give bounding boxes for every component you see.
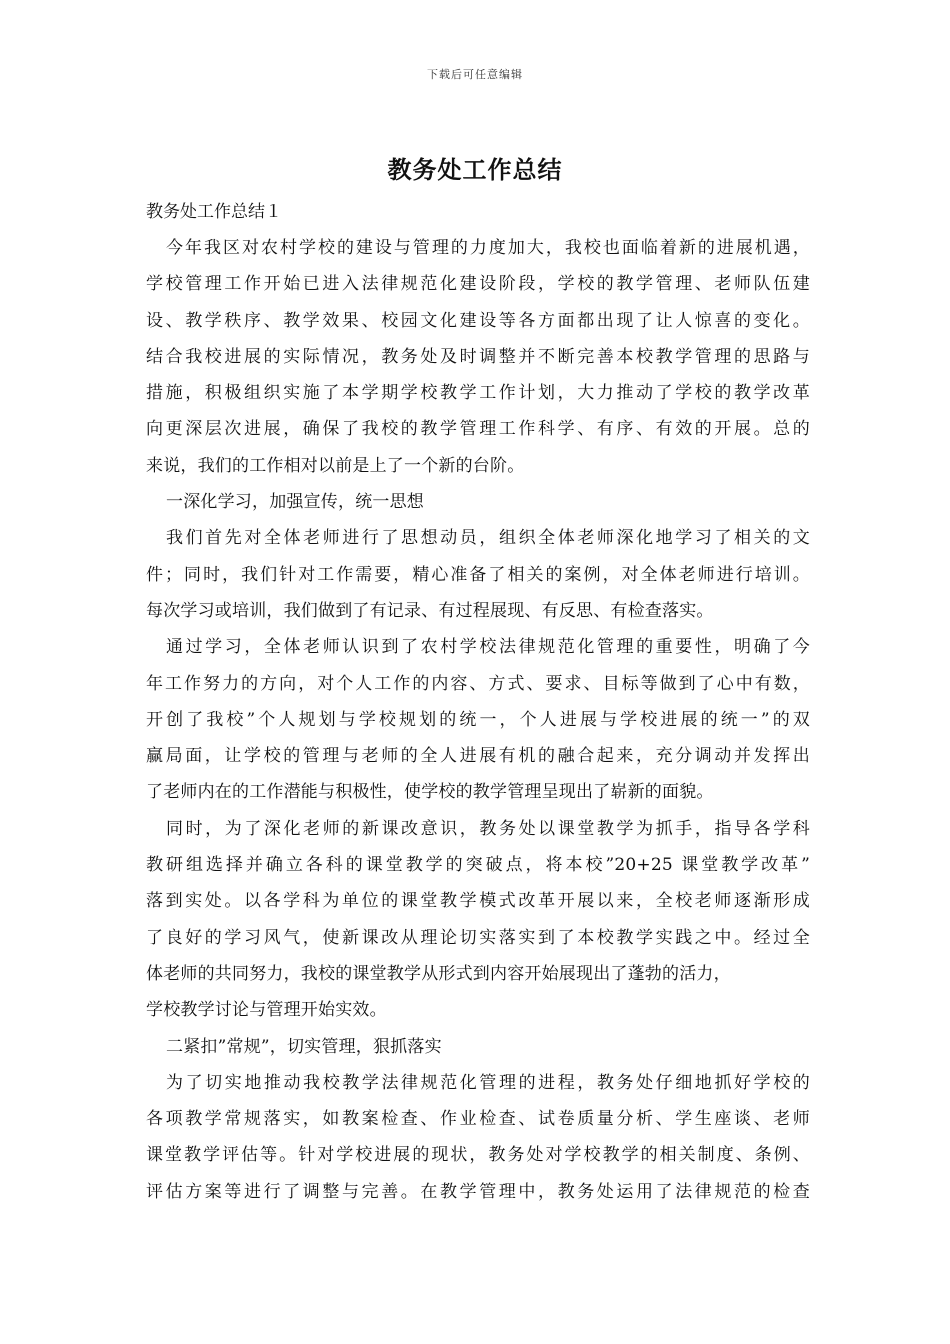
text-line: 件；同时，我们针对工作需要，精心准备了相关的案例，对全体老师进行培训。: [146, 564, 810, 585]
page-header-note: 下载后可任意编辑: [427, 68, 523, 81]
section-subtitle: 教务处工作总结１: [146, 202, 282, 222]
text-line: 措施，积极组织实施了本学期学校教学工作计划，大力推动了学校的教学改革: [146, 383, 810, 404]
text-line: 结合我校进展的实际情况，教务处及时调整并不断完善本校教学管理的思路与: [146, 346, 810, 367]
text-line: 我们首先对全体老师进行了思想动员，组织全体老师深化地学习了相关的文: [166, 528, 810, 549]
text-line: 一深化学习，加强宣传，统一思想: [166, 492, 424, 513]
text-line: 开创了我校”个人规划与学校规划的统一，个人进展与学校进展的统一”的双: [146, 709, 810, 730]
text-line: 学校教学讨论与管理开始实效。: [146, 1000, 387, 1021]
text-line: 向更深层次进展，确保了我校的教学管理工作科学、有序、有效的开展。总的: [146, 419, 810, 440]
text-line: 年工作努力的方向，对个人工作的内容、方式、要求、目标等做到了心中有数，: [146, 673, 810, 694]
text-line: 来说，我们的工作相对以前是上了一个新的台阶。: [146, 455, 525, 476]
text-line: 落到实处。以各学科为单位的课堂教学模式改革开展以来，全校老师逐渐形成: [146, 891, 810, 912]
text-line: 课堂教学评估等。针对学校进展的现状，教务处对学校教学的相关制度、条例、: [146, 1145, 810, 1166]
text-line: 赢局面，让学校的管理与老师的全人进展有机的融合起来，充分调动并发挥出: [146, 746, 810, 767]
text-line: 了良好的学习风气，使新课改从理论切实落实到了本校教学实践之中。经过全: [146, 927, 810, 948]
text-line: 评估方案等进行了调整与完善。在教学管理中，教务处运用了法律规范的检查: [146, 1181, 810, 1202]
paragraph-lines: [146, 230, 810, 1210]
text-line: 今年我区对农村学校的建设与管理的力度加大，我校也面临着新的进展机遇，: [166, 238, 810, 258]
text-line: 学校管理工作开始已进入法律规范化建设阶段，学校的教学管理、老师队伍建: [146, 274, 810, 295]
document-body: [146, 194, 810, 1210]
text-line: 每次学习或培训，我们做到了有记录、有过程展现、有反思、有检查落实。: [146, 600, 714, 621]
document-title: 教务处工作总结: [387, 155, 563, 184]
text-line: 体老师的共同努力，我校的课堂教学从形式到内容开始展现出了蓬勃的活力，: [146, 963, 731, 984]
text-line: 通过学习，全体老师认识到了农村学校法律规范化管理的重要性，明确了今: [166, 637, 810, 658]
text-line: 为了切实地推动我校教学法律规范化管理的进程，教务处仔细地抓好学校的: [166, 1072, 810, 1093]
text-line: 各项教学常规落实，如教案检查、作业检查、试卷质量分析、学生座谈、老师: [146, 1109, 810, 1130]
text-line: 设、教学秩序、教学效果、校园文化建设等各方面都出现了让人惊喜的变化。: [146, 310, 810, 331]
text-line: 了老师内在的工作潜能与积极性，使学校的教学管理呈现出了崭新的面貌。: [146, 782, 714, 803]
text-line: 同时，为了深化老师的新课改意识，教务处以课堂教学为抓手，指导各学科: [166, 818, 810, 839]
text-line: 二紧扣”常规”，切实管理，狠抓落实: [166, 1036, 442, 1057]
text-line: 教研组选择并确立各科的课堂教学的突破点，将本校”20+25 课堂教学改革”: [146, 855, 810, 876]
